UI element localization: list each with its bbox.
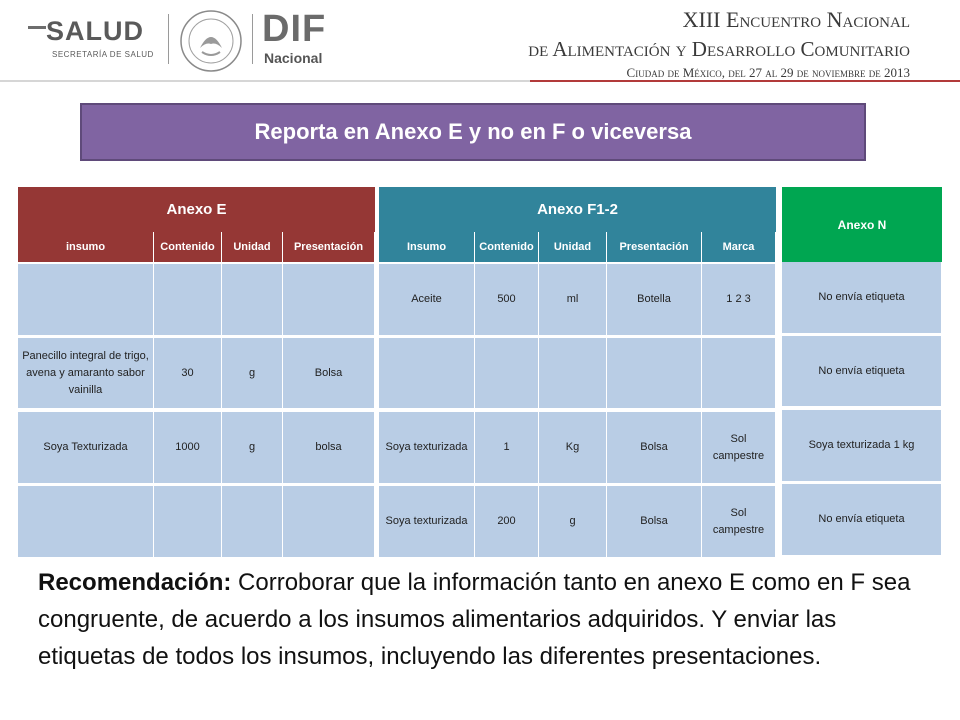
table-row [18,412,375,486]
table-cell: Panecillo integral de trigo, avena y amaranto sabor vainilla [18,338,154,412]
table-header-row [379,232,776,264]
anexo-n-table [782,262,942,558]
event-title-line2: de Alimentación y Desarrollo Comunitario [528,37,910,61]
table-cell: Aceite [379,264,475,338]
event-title-line3: Ciudad de México, del 27 al 29 de noviembre de 2013 [626,65,910,80]
table-cell [702,338,776,412]
table-row [18,338,375,412]
table-cell: 1000 [154,412,222,486]
dif-logo [258,10,338,70]
table-row [379,338,776,412]
salud-logo-word: SALUD [46,16,144,46]
slide-title: Reporta en Anexo E y no en F o viceversa [254,119,692,144]
dif-logo-subtitle: Nacional [264,50,323,66]
salud-logo-subtitle: SECRETARÍA DE SALUD [52,50,154,59]
event-title [490,4,910,84]
table-cell [283,264,375,338]
table-cell: 30 [154,338,222,412]
table-cell: No envía etiqueta [782,484,942,558]
table-cell: Bolsa [607,412,702,486]
table-row [379,264,776,338]
anexo-n-header: Anexo N [782,187,942,262]
table-cell [18,486,154,560]
table-row [782,410,942,484]
recommendation-paragraph [38,564,938,675]
table-cell: Sol campestre [702,486,776,560]
table-cell: Soya texturizada [379,486,475,560]
table-cell: Bolsa [283,338,375,412]
table-cell [475,338,539,412]
column-header: Marca [702,232,776,264]
dif-logo-word: DIF [262,8,327,50]
recommendation-text: Corroborar que la información tanto en anexo E como en F sea congruente, de acuerdo a los insumos alimentarios adquiridos. Y enviar las etiquetas de todos los insumos, incluyendo las diferentes presentaciones. [38,569,911,670]
table-cell [154,486,222,560]
table-cell [154,264,222,338]
table-cell: No envía etiqueta [782,336,942,410]
salud-logo [28,10,160,70]
recommendation-lead: Recomendación: [38,569,232,596]
table-cell: Soya texturizada [379,412,475,486]
column-header: Presentación [283,232,375,264]
table-cell: 1 2 3 [702,264,776,338]
column-header: Contenido [154,232,222,264]
mexico-seal-icon [178,8,244,74]
table-cell: g [222,338,283,412]
anexo-e-table [18,232,375,560]
column-header: Unidad [222,232,283,264]
table-cell: Sol campestre [702,412,776,486]
table-cell: Botella [607,264,702,338]
table-cell [222,264,283,338]
table-row [18,264,375,338]
table-row [782,484,942,558]
event-title-line1: XIII Encuentro Nacional [682,7,910,32]
column-header: Contenido [475,232,539,264]
table-cell [18,264,154,338]
table-cell: 200 [475,486,539,560]
slide-title-banner [80,103,866,161]
anexo-e-header: Anexo E [18,187,375,232]
table-cell: Soya texturizada 1 kg [782,410,942,484]
column-header: Unidad [539,232,607,264]
table-cell: ml [539,264,607,338]
header-divider [168,14,169,64]
table-header-row [18,232,375,264]
table-cell [283,486,375,560]
anexo-f-table [379,232,776,560]
column-header: insumo [18,232,154,264]
table-cell: 1 [475,412,539,486]
table-cell: Soya Texturizada [18,412,154,486]
table-cell: Bolsa [607,486,702,560]
table-cell: 500 [475,264,539,338]
table-row [379,412,776,486]
column-header: Presentación [607,232,702,264]
table-row [782,262,942,336]
table-cell: No envía etiqueta [782,262,942,336]
table-cell [607,338,702,412]
table-cell: g [539,486,607,560]
column-header: Insumo [379,232,475,264]
header-divider [252,14,253,64]
table-row [782,336,942,410]
table-cell: Kg [539,412,607,486]
anexo-f-header: Anexo F1-2 [379,187,776,232]
table-cell: bolsa [283,412,375,486]
header [0,0,960,82]
table-row [18,486,375,560]
table-row [379,486,776,560]
table-cell [539,338,607,412]
table-cell [222,486,283,560]
header-rule [0,80,960,82]
table-cell [379,338,475,412]
table-cell: g [222,412,283,486]
